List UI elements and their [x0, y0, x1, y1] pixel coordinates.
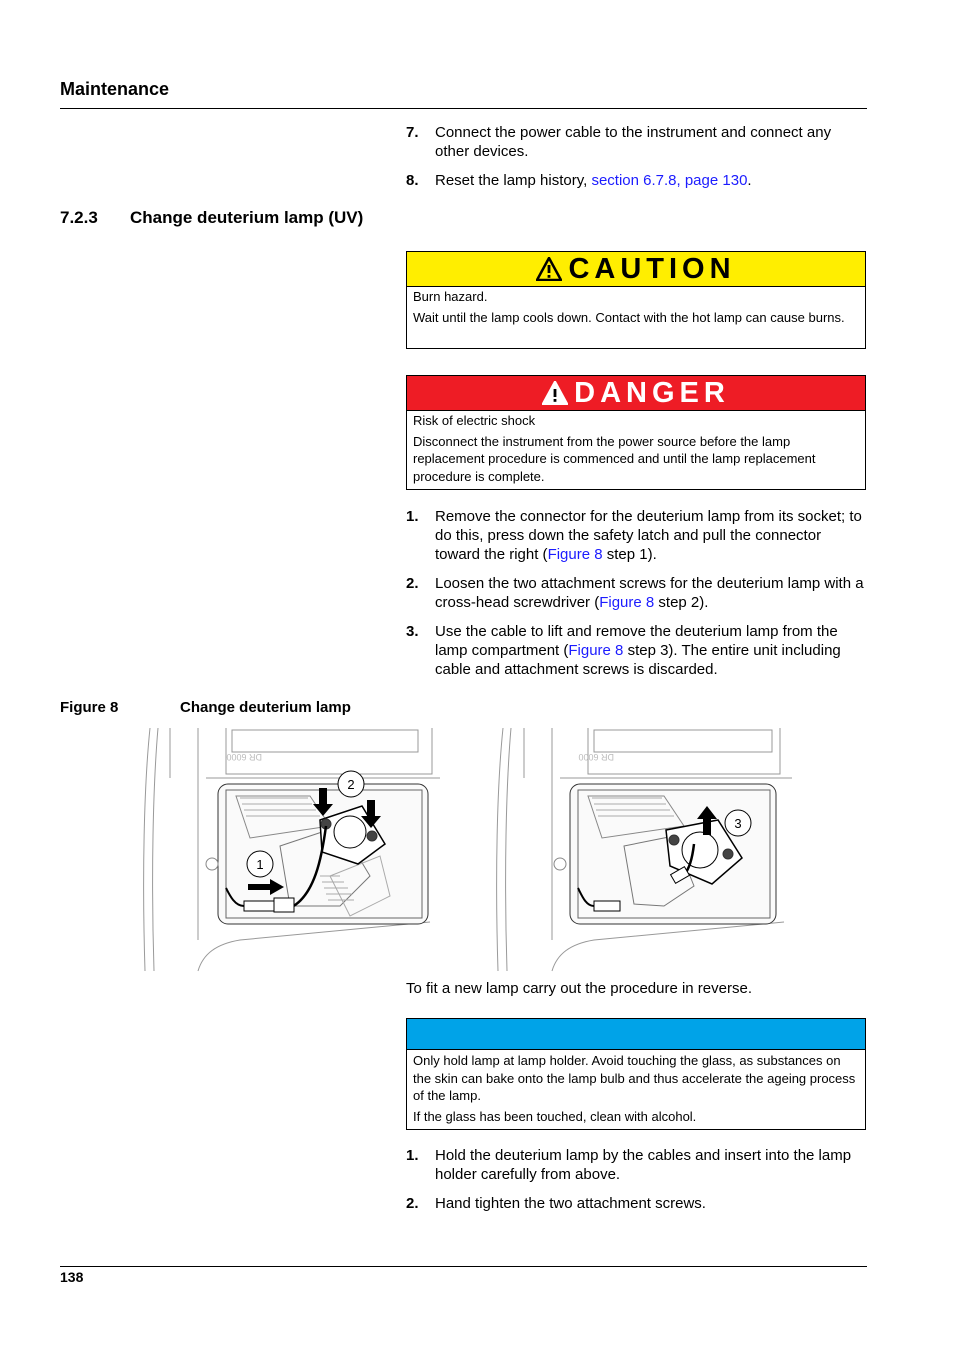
- fit-step-2: [406, 1194, 866, 1214]
- model-text: DR 6000: [226, 752, 262, 762]
- step-text-before: Loosen the two attachment screws for the deuterium lamp with a cross-head screwdriver (: [435, 575, 864, 611]
- section-number: 7.2.3: [60, 208, 98, 227]
- step-text: [435, 574, 866, 612]
- note-box: [406, 1018, 866, 1130]
- caution-line: Burn hazard.: [413, 289, 488, 304]
- note-line: Only hold lamp at lamp holder. Avoid touching the glass, as substances on the skin can bake onto the lamp bulb and thus accelerate the ageing process of the lamp.: [413, 1053, 856, 1103]
- step-text: Connect the power cable to the instrument and connect any other devices.: [435, 124, 832, 160]
- danger-line: Risk of electric shock: [413, 413, 536, 428]
- step-text-before: Use the cable to lift and remove the deuterium lamp from the lamp compartment (: [435, 623, 838, 659]
- caution-box: [406, 251, 866, 349]
- step-number: 8.: [406, 172, 419, 189]
- refit-paragraph: To fit a new lamp carry out the procedure in reverse.: [406, 980, 752, 997]
- step-text-after: .: [747, 172, 752, 189]
- step-text-before: Remove the connector for the deuterium lamp from its socket; to do this, press down the safety latch and pull the connector toward the right (: [435, 508, 862, 563]
- step-number: 2.: [406, 575, 419, 592]
- step-text-after: step 2).: [654, 594, 709, 611]
- caution-line: Wait until the lamp cools down. Contact with the hot lamp can cause burns.: [413, 309, 845, 325]
- note-body: [413, 1052, 859, 1128]
- callout-number: 3: [734, 816, 742, 831]
- caution-label: CAUTION: [568, 252, 736, 285]
- step-text: Hold the deuterium lamp by the cables and insert into the lamp holder carefully from above.: [435, 1147, 852, 1183]
- fit-step-1: [406, 1146, 866, 1186]
- figure-illustration-left: [140, 726, 445, 972]
- removal-step-1: [406, 507, 866, 567]
- danger-line: Disconnect the instrument from the power source before the lamp replacement procedure is commenced and until the lamp replacement procedure is complete.: [413, 433, 816, 484]
- page-number: 138: [60, 1269, 84, 1285]
- step-number: 1.: [406, 1147, 419, 1164]
- model-text: DR 6000: [578, 752, 614, 762]
- step-number: 2.: [406, 1195, 419, 1212]
- step-text-after: step 3). The entire unit including cable and attachment screws is discarded.: [435, 642, 841, 678]
- page-header-title: Maintenance: [60, 79, 170, 99]
- figure-illustration-right: [494, 726, 794, 972]
- figure-label: Figure 8: [60, 699, 119, 716]
- step-number: 3.: [406, 623, 419, 640]
- callout-2: [338, 771, 364, 797]
- step-text-before: Reset the lamp history,: [435, 172, 592, 189]
- figure-link[interactable]: Figure 8: [547, 546, 603, 563]
- step-7: [406, 123, 866, 163]
- danger-header: [407, 376, 865, 411]
- step-text: [435, 622, 866, 679]
- removal-step-2: [406, 574, 866, 614]
- callout-3: [725, 810, 751, 836]
- note-line: If the glass has been touched, clean with alcohol.: [413, 1108, 697, 1124]
- step-text: [435, 171, 866, 190]
- danger-box: [406, 375, 866, 490]
- step-number: 1.: [406, 508, 419, 525]
- step-8: [406, 171, 866, 191]
- step-number: 7.: [406, 124, 419, 141]
- figure-link[interactable]: Figure 8: [599, 594, 655, 611]
- callout-1: [247, 851, 273, 877]
- danger-label: DANGER: [574, 376, 730, 409]
- section-link[interactable]: section 6.7.8, page 130: [591, 172, 748, 189]
- warning-triangle-icon: [536, 257, 562, 281]
- header-rule: [60, 108, 867, 109]
- warning-triangle-icon: [542, 381, 568, 405]
- section-title: Change deuterium lamp (UV): [130, 208, 364, 227]
- figure-link[interactable]: Figure 8: [568, 642, 624, 659]
- caution-body: [413, 288, 859, 329]
- note-header: [407, 1019, 865, 1050]
- callout-number: 2: [347, 777, 355, 792]
- footer-rule: [60, 1266, 867, 1267]
- step-text: Hand tighten the two attachment screws.: [435, 1195, 706, 1212]
- step-text: [435, 507, 866, 564]
- danger-body: [413, 412, 859, 488]
- removal-step-3: [406, 622, 866, 682]
- step-text-after: step 1).: [602, 546, 657, 563]
- caution-header: [407, 252, 865, 287]
- callout-number: 1: [256, 857, 264, 872]
- figure-title: Change deuterium lamp: [180, 699, 351, 716]
